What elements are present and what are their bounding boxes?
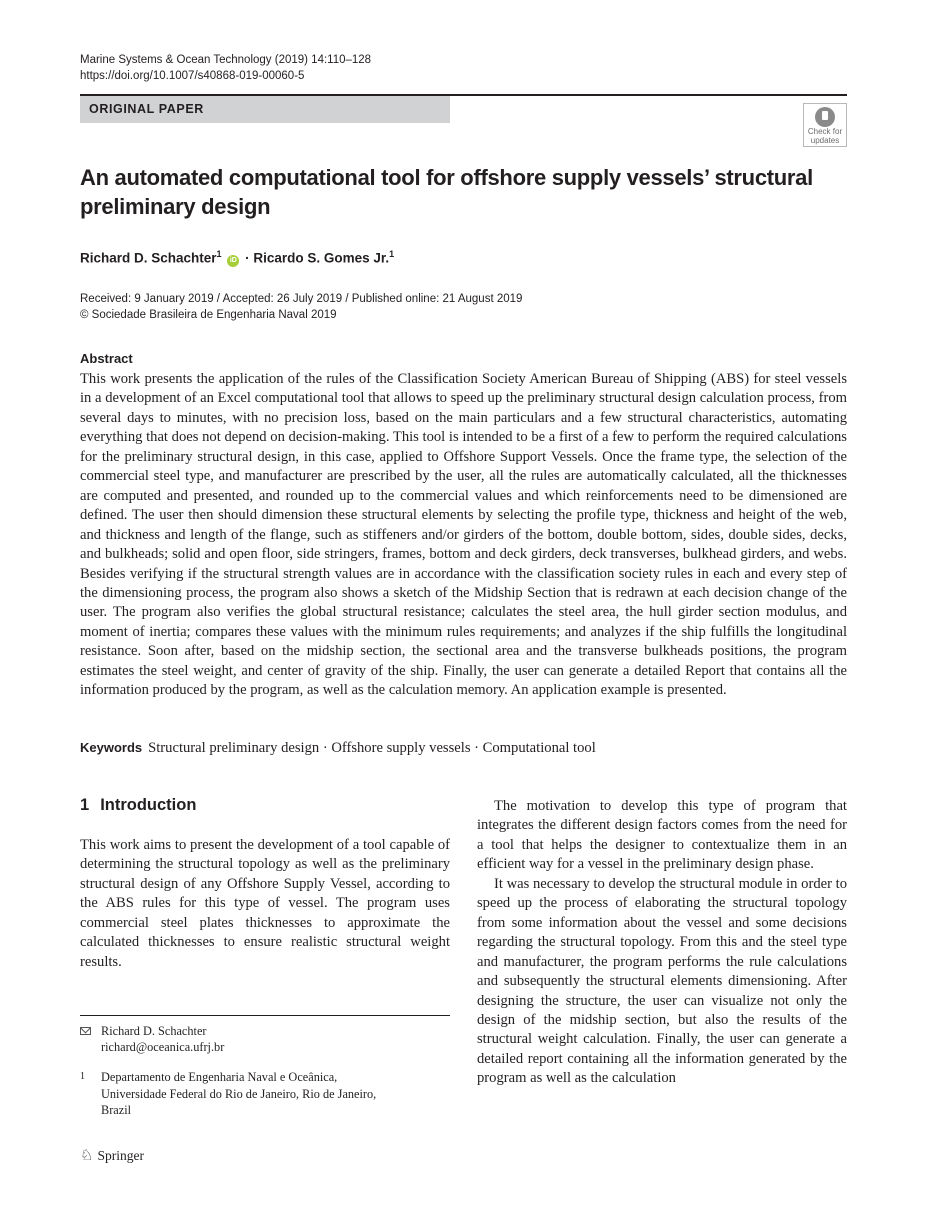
author-separator: ·: [245, 250, 250, 266]
journal-citation: Marine Systems & Ocean Technology (2019) 14:110–128: [80, 54, 372, 66]
footnotes: [80, 1023, 450, 1118]
copyright-line: © Sociedade Brasileira de Engenharia Naval 2019: [80, 309, 337, 321]
abstract-heading: Abstract: [80, 351, 133, 366]
check-updates-line1: Check for: [807, 127, 843, 136]
keywords-label: Keywords: [80, 740, 143, 755]
publisher-footer: [80, 1146, 144, 1165]
corresponding-author: [80, 1023, 450, 1055]
bookmark-icon: [815, 107, 835, 127]
affiliation-line: Brazil: [101, 1102, 132, 1117]
journal-info: [80, 52, 371, 84]
check-for-updates-button[interactable]: [803, 103, 847, 147]
keywords-text: Structural preliminary design · Offshore supply vessels · Computational tool: [148, 740, 596, 756]
affiliation-line: Universidade Federal do Rio de Janeiro, Rio de Janeiro,: [101, 1086, 377, 1101]
publication-dates: [80, 291, 522, 323]
author-list: [80, 245, 394, 268]
affiliation: [80, 1069, 450, 1118]
author-name[interactable]: Richard D. Schachter: [80, 250, 217, 266]
paragraph: The motivation to develop this type of program that integrates the different design factors comes from the need for a tool that helps the designer to contextualize them in an efficient way for a vessel in the preliminary design phase.: [477, 798, 847, 873]
section-heading: [80, 796, 196, 815]
paragraph: It was necessary to develop the structural module in order to speed up the process of elaborating the structural topology from some information about the vessel and some decisions regarding the structural topology. From this and the steel type and manufacturer, the program performs the rule calculations and subsequently the structural elements dimensioning. After designing the structure, the user can visualize not only the design of the midship section, but also the results of the structural weight calculation. Finally, the user can generate a detailed report containing all the information generated by the program as well as the calculation: [477, 875, 847, 1087]
doi-link[interactable]: https://doi.org/10.1007/s40868-019-00060-5: [80, 70, 305, 82]
section-title: Introduction: [100, 796, 197, 814]
corresponding-name: Richard D. Schachter: [101, 1024, 207, 1038]
footnote-rule: [80, 1015, 450, 1016]
history-dates: Received: 9 January 2019 / Accepted: 26 July 2019 / Published online: 21 August 2019: [80, 293, 523, 305]
abstract-text: This work presents the application of the rules of the Classification Society American Bureau of Shipping (ABS) for steel vessels in a development of an Excel computational tool that allows to speed up the preliminary structural design calculation process, from several days to minutes, with no precision loss, based on the main particulars and a few structural characteristics, automating everything that does not depend on decision-making. This tool is intended to be a first of a few to perform the required calculations for the preliminary structural design, in this case, applied to Offshore Support Vessels. Once the frame type, the selection of the commercial steel type, and manufacturer are prescribed by the user, all the rules are automatically calculated, all the thicknesses are computed and presented, and rounded up to the commercial values and which reinforcements need to be dimensioned are defined. The user then should dimension these structural elements by selecting the profile type, thickness and height of the web, and thickness and length of the flange, such as stiffeners and/or girders of the bottom, double bottom, sides, double sides, decks, and bulkheads; solid and open floor, side stringers, frames, bottom and deck girders, deck transverses, bulkhead girders, and webs. Besides verifying if the structural strength values are in accordance with the classification society rules in each and every step of the dimensioning process, the program also shows a sketch of the Midship Section that is redrawn at each decision change of the user. The program also verifies the global structural resistance; calculates the steel area, the hull girder section modulus, and moment of inertia; compares these values with the minimum rules requirements; and analyzes if the ship fulfills the longitudinal resistance. Soon after, based on the midship section, the sectional area and the transverse bulkheads positions, the program estimates the steel weight, and center of gravity of the ship. Finally, the user can generate a detailed Report that contains all the information produced by the program, as well as the calculation memory. An application example is presented.: [80, 371, 847, 699]
corresponding-email[interactable]: richard@oceanica.ufrj.br: [101, 1040, 225, 1055]
keywords-line: [80, 740, 596, 757]
envelope-icon: [80, 1027, 91, 1035]
section-number: 1: [80, 796, 90, 814]
springer-horse-icon: ♘: [80, 1148, 94, 1164]
affiliation-line: Departamento de Engenharia Naval e Oceânica,: [101, 1070, 338, 1085]
publisher-name: Springer: [97, 1147, 144, 1163]
affiliation-number: 1: [80, 1071, 85, 1083]
author-affiliation-mark: 1: [389, 249, 395, 259]
author-name[interactable]: Ricardo S. Gomes Jr.: [253, 250, 390, 266]
orcid-icon[interactable]: iD: [227, 255, 239, 267]
article-type-badge: ORIGINAL PAPER: [80, 96, 450, 123]
check-updates-line2: updates: [810, 135, 840, 145]
author-affiliation-mark: 1: [216, 249, 222, 259]
paper-title: An automated computational tool for offshore supply vessels’ structural preliminary design: [80, 165, 813, 219]
left-column-paragraph: This work aims to present the development of a tool capable of determining the structural topology as well as the preliminary structural design of any Offshore Supply Vessel, according to the ABS rules for this type of vessel. The program uses commercial steel plates thicknesses to approximate the calculated thicknesses to ensure realistic structural weight results.: [80, 837, 450, 970]
right-column: [477, 797, 847, 1089]
